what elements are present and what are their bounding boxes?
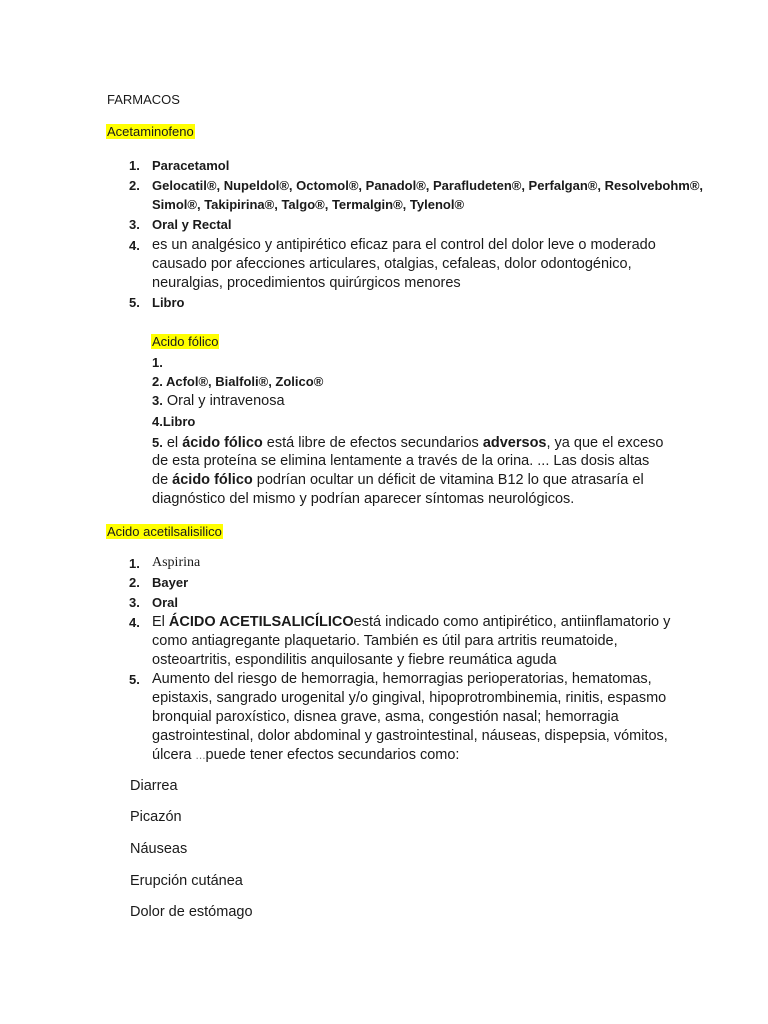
list-item: Libro bbox=[152, 295, 185, 310]
list-item-brands-line1: Gelocatil®, Nupeldol®, Octomol®, Panadol®, Parafludeten®, Perfalgan®, Resolvebohm®, bbox=[152, 178, 704, 193]
list-number: 5. bbox=[129, 295, 140, 310]
list-item-brands: 2. Acfol®, Bialfoli®, Zolico® bbox=[152, 374, 324, 389]
list-item-description-line3: de ácido fólico podrían ocultar un déficit de vitamina B12 lo que atrasaría el bbox=[152, 472, 644, 488]
list-item-description-line5: úlcera ...puede tener efectos secundarios como: bbox=[152, 747, 460, 763]
list-item: Oral y Rectal bbox=[152, 217, 232, 232]
list-item-description-line1: es un analgésico y antipirético eficaz para el control del dolor leve o moderado bbox=[152, 237, 656, 253]
list-item: Paracetamol bbox=[152, 158, 230, 173]
list-item-description-line2: causado por afecciones articulares, otalgias, cefaleas, dolor odontogénico, bbox=[152, 256, 632, 272]
section-heading-acetaminofeno: Acetaminofeno bbox=[107, 124, 194, 139]
list-item-description-line3: osteoartritis, espondilitis anquilosante y fiebre reumática aguda bbox=[152, 652, 557, 668]
list-number: 3. bbox=[129, 595, 140, 610]
list-item-description-line1: Aumento del riesgo de hemorragia, hemorragias perioperatorias, hematomas, bbox=[152, 671, 652, 687]
list-item: Oral bbox=[152, 595, 179, 610]
list-number: 2. bbox=[129, 178, 140, 193]
list-number: 3. bbox=[129, 217, 140, 232]
list-item-description-line2: de esta proteína se elimina lentamente a través de la orina. ... Las dosis altas bbox=[152, 453, 650, 469]
list-item-description-line1: 5. el ácido fólico está libre de efectos secundarios adversos, ya que el exceso bbox=[152, 435, 664, 451]
list-item-description-line3: bronquial paroxístico, disnea grave, asma, congestión nasal; hemorragia bbox=[152, 709, 619, 725]
list-item: 1. bbox=[152, 355, 163, 370]
section-heading-acido-acetilsalisilico: Acido acetilsalisilico bbox=[107, 524, 222, 539]
list-number: 4. bbox=[129, 615, 140, 630]
list-number: 5. bbox=[129, 672, 140, 687]
side-effect-item: Diarrea bbox=[130, 778, 178, 794]
list-number: 1. bbox=[129, 158, 140, 173]
side-effect-item: Dolor de estómago bbox=[130, 904, 253, 920]
list-item-description-line1: El ÁCIDO ACETILSALICÍLICOestá indicado como antipirético, antiinflamatorio y bbox=[152, 614, 671, 630]
list-number: 2. bbox=[129, 575, 140, 590]
list-item-description-line2: como antiagregante plaquetario. También es útil para artritis reumatoide, bbox=[152, 633, 618, 649]
list-item-description-line2: epistaxis, sangrado urogenital y/o gingival, hipoprotrombinemia, rinitis, espasmo bbox=[152, 690, 667, 706]
side-effect-item: Picazón bbox=[130, 809, 182, 825]
section-heading-acido-folico: Acido fólico bbox=[152, 334, 219, 349]
document-title: FARMACOS bbox=[107, 92, 180, 107]
list-item-brands-line2: Simol®, Takipirina®, Talgo®, Termalgin®, Tylenol® bbox=[152, 197, 465, 212]
list-item: 4.Libro bbox=[152, 414, 196, 429]
list-item: Aspirina bbox=[152, 555, 201, 570]
list-item-description-line3: neuralgias, procedimientos quirúrgicos menores bbox=[152, 275, 461, 291]
list-item: Bayer bbox=[152, 575, 189, 590]
list-number: 4. bbox=[129, 238, 140, 253]
side-effect-item: Náuseas bbox=[130, 841, 188, 857]
list-item-description-line4: diagnóstico del mismo y podrían aparecer síntomas neurológicos. bbox=[152, 491, 575, 507]
list-number: 1. bbox=[129, 556, 140, 571]
list-item: 3. Oral y intravenosa bbox=[152, 393, 285, 409]
side-effect-item: Erupción cutánea bbox=[130, 873, 243, 889]
list-item-description-line4: gastrointestinal, dolor abdominal y gastrointestinal, náuseas, dispepsia, vómitos, bbox=[152, 728, 668, 744]
